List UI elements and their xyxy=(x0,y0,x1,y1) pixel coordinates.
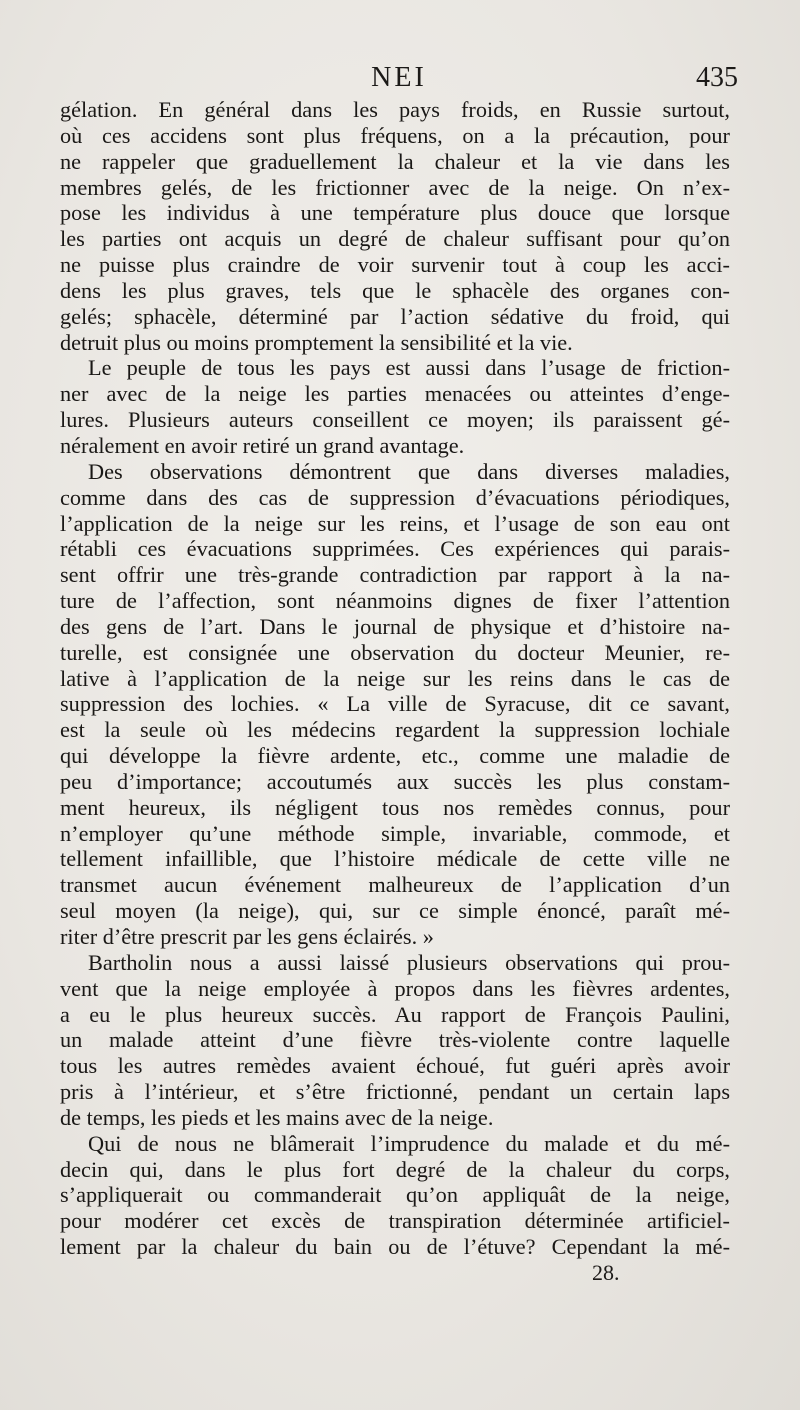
paragraph xyxy=(60,459,730,950)
text-line: lement par la chaleur du bain ou de l’étuve? Cependant la mé- xyxy=(60,1234,730,1260)
text-line: n’employer qu’une méthode simple, invariable, commode, et xyxy=(60,820,730,846)
text-line: lative à l’application de la neige sur les reins dans le cas de xyxy=(60,665,730,691)
paragraph xyxy=(60,1131,730,1260)
text-line: tellement infaillible, que l’histoire médicale de cette ville ne xyxy=(60,846,730,872)
text-line: lures. Plusieurs auteurs conseillent ce moyen; ils paraissent gé- xyxy=(60,407,730,433)
text-line: des gens de l’art. Dans le journal de physique et d’histoire na- xyxy=(60,613,730,639)
page-header xyxy=(60,62,738,102)
text-line: tous les autres remèdes avaient échoué, fut guéri après avoir xyxy=(60,1053,730,1079)
text-line: un malade atteint d’une fièvre très-violente contre laquelle xyxy=(60,1027,730,1053)
text-line: Qui de nous ne blâmerait l’imprudence du malade et du mé- xyxy=(88,1130,730,1156)
text-line: ture de l’affection, sont néanmoins dignes de fixer l’attention xyxy=(60,588,730,614)
text-line: est la seule où les médecins regardent la suppression lochiale xyxy=(60,717,730,743)
text-line: ner avec de la neige les parties menacées ou atteintes d’enge- xyxy=(60,381,730,407)
text-line: pour modérer cet excès de transpiration déterminée artificiel- xyxy=(60,1208,730,1234)
text-line: peu d’importance; accoutumés aux succès les plus constam- xyxy=(60,768,730,794)
running-head: NEI xyxy=(371,62,427,93)
paragraph xyxy=(60,950,730,1131)
text-line: seul moyen (la neige), qui, sur ce simple énoncé, paraît mé- xyxy=(60,898,730,924)
text-line: néralement en avoir retiré un grand avantage. xyxy=(60,432,465,458)
paragraph xyxy=(60,355,730,458)
text-line: de temps, les pieds et les mains avec de la neige. xyxy=(60,1104,494,1130)
text-line: Bartholin nous a aussi laissé plusieurs observations qui prou- xyxy=(88,949,730,975)
text-line: decin qui, dans le plus fort degré de la chaleur du corps, xyxy=(60,1156,730,1182)
text-line: a eu le plus heureux succès. Au rapport de François Paulini, xyxy=(60,1001,730,1027)
text-line: turelle, est consignée une observation du docteur Meunier, re- xyxy=(60,639,730,665)
text-line: l’application de la neige sur les reins, et l’usage de son eau ont xyxy=(60,510,730,536)
text-line: ne puisse plus craindre de voir survenir tout à coup les acci- xyxy=(60,252,730,278)
paragraph xyxy=(60,97,730,355)
text-line: comme dans des cas de suppression d’évacuations périodiques, xyxy=(60,484,730,510)
text-line: membres gelés, de les frictionner avec de la neige. On n’ex- xyxy=(60,174,730,200)
text-line: qui développe la fièvre ardente, etc., comme une maladie de xyxy=(60,743,730,769)
text-line: pris à l’intérieur, et s’être frictionné, pendant un certain laps xyxy=(60,1079,730,1105)
signature-mark: 28. xyxy=(592,1260,620,1285)
page-number: 435 xyxy=(696,62,738,93)
text-line: riter d’être prescrit par les gens éclairés. » xyxy=(60,924,434,949)
text-line: vent que la neige employée à propos dans les fièvres ardentes, xyxy=(60,975,730,1001)
text-line: dens les plus graves, tels que le sphacèle des organes con- xyxy=(60,277,730,303)
text-line: rétabli ces évacuations supprimées. Ces expériences qui parais- xyxy=(60,536,730,562)
text-line: detruit plus ou moins promptement la sensibilité et la vie. xyxy=(60,329,573,355)
text-line: sent offrir une très-grande contradiction par rapport à la na- xyxy=(60,562,730,588)
text-line: transmet aucun événement malheureux de l’application d’un xyxy=(60,872,730,898)
text-line: ne rappeler que graduellement la chaleur et la vie dans les xyxy=(60,148,730,174)
text-line: Le peuple de tous les pays est aussi dans l’usage de friction- xyxy=(88,355,730,381)
text-line: ment heureux, ils négligent tous nos remèdes connus, pour xyxy=(60,794,730,820)
text-line: suppression des lochies. « La ville de Syracuse, dit ce savant, xyxy=(60,691,730,717)
text-line: gelés; sphacèle, déterminé par l’action sédative du froid, qui xyxy=(60,303,730,329)
text-line: pose les individus à une température plus douce que lorsque xyxy=(60,200,730,226)
text-line: gélation. En général dans les pays froids, en Russie surtout, xyxy=(60,97,730,122)
text-line: Des observations démontrent que dans diverses maladies, xyxy=(88,458,730,484)
text-line: où ces accidens sont plus fréquens, on a la précaution, pour xyxy=(60,122,730,148)
text-line: les parties ont acquis un degré de chaleur suffisant pour qu’on xyxy=(60,226,730,252)
text-line: s’appliquerait ou commanderait qu’on appliquât de la neige, xyxy=(60,1182,730,1208)
body-text xyxy=(60,97,730,1260)
